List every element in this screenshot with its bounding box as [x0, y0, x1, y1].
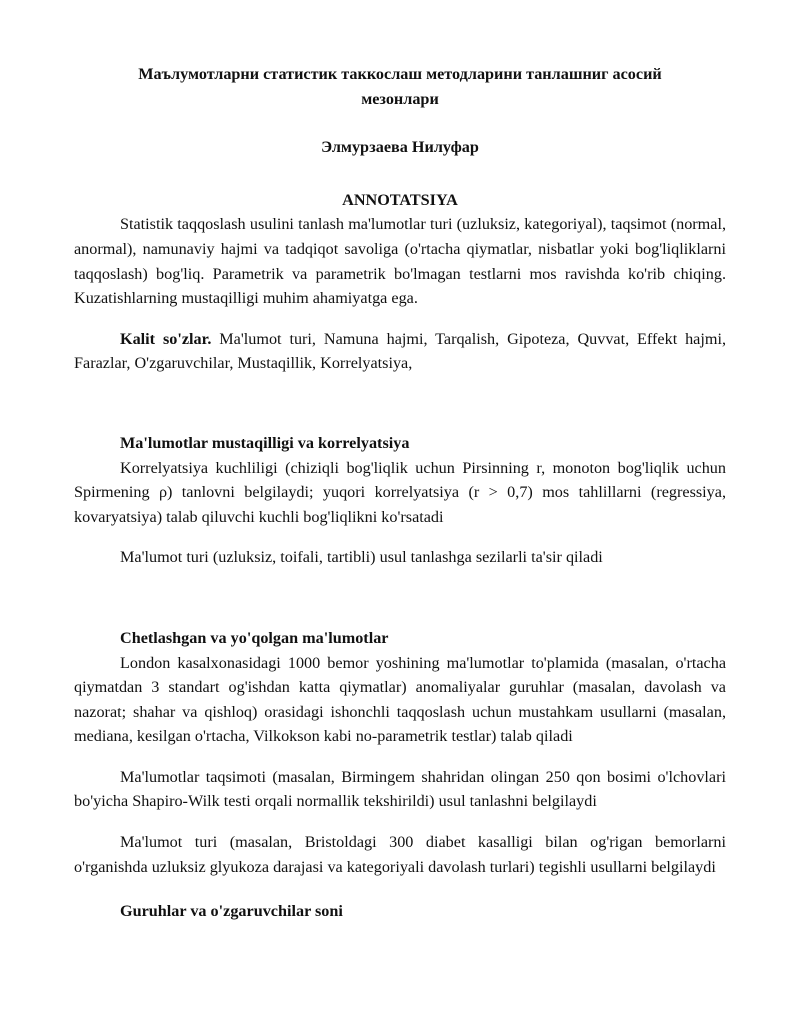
section-heading-independence: Ma'lumotlar mustaqilligi va korrelyatsiya — [120, 433, 410, 452]
section-heading-outliers: Chetlashgan va yo'qolgan ma'lumotlar — [120, 628, 389, 647]
section-independence-p2: Ma'lumot turi (uzluksiz, toifali, tartibli) usul tanlashga sezilarli ta'sir qiladi — [120, 548, 603, 567]
keywords-label: Kalit so'zlar. — [120, 329, 212, 348]
annotation-heading: ANNOTATSIYA — [342, 190, 458, 209]
annotation-text: Statistik taqqoslash usulini tanlash ma'lumotlar turi (uzluksiz, kategoriyal), taqsimot (normal, anormal), namunaviy hajmi va tadqiqot savoliga (o'rtacha qiymatlar, nisbatlar yoki bog'liqliklarni taqqoslash) bog'liq. Parametrik va parametrik bo'lmagan testlarni mos ravishda ko'rib chiqing. Kuzatishlarning mustaqilligi muhim ahamiyatga ega. — [74, 215, 726, 308]
keywords-paragraph — [74, 327, 726, 376]
section-heading-groups: Guruhlar va o'zgaruvchilar soni — [120, 902, 343, 921]
keywords-text: Ma'lumot turi, Namuna hajmi, Tarqalish, Gipoteza, Quvvat, Effekt hajmi, Farazlar, O'zgaruvchilar, Mustaqillik, Korrelyatsiya, — [74, 329, 726, 373]
document-title: Маълумотларни статистик таккослаш методларини танлашниг асосий мезонлари — [138, 65, 662, 108]
section-outliers-p3: Ma'lumot turi (masalan, Bristoldagi 300 diabet kasalligi bilan og'rigan bemorlarni o'rganishda uzluksiz glyukoza darajasi va kategoriyali davolash turlari) tegishli usullarni belgilaydi — [74, 833, 726, 876]
section-outliers-p1: London kasalxonasidagi 1000 bemor yoshining ma'lumotlar to'plamida (masalan, o'rtacha qiymatdan 3 standart og'ishdan katta qiymatlar) anomaliyalar guruhlar (masalan, davolash va nazorat; shahar va qishloq) orasidagi ishonchli taqqoslash uchun mustahkam usullarni (masalan, mediana, kesilgan o'rtacha, Vilkokson kabi no-parametrik testlar) talab qiladi — [74, 653, 726, 746]
section-independence-p1: Korrelyatsiya kuchliligi (chiziqli bog'liqlik uchun Pirsinning r, monoton bog'liqlik uchun Spirmening ρ) tanlovni belgilaydi; yuqori korrelyatsiya (r > 0,7) mos tahlillarni (regressiya, kovaryatsiya) talab qiluvchi kuchli bog'liqlikni ko'rsatadi — [74, 458, 726, 526]
section-outliers-p2: Ma'lumotlar taqsimoti (masalan, Birmingem shahridan olingan 250 qon bosimi o'lchovlari bo'yicha Shapiro-Wilk testi orqali normallik tekshirildi) usul tanlashni belgilaydi — [74, 767, 726, 811]
author-name: Элмурзаева Нилуфар — [321, 138, 479, 157]
document-page — [74, 62, 726, 924]
